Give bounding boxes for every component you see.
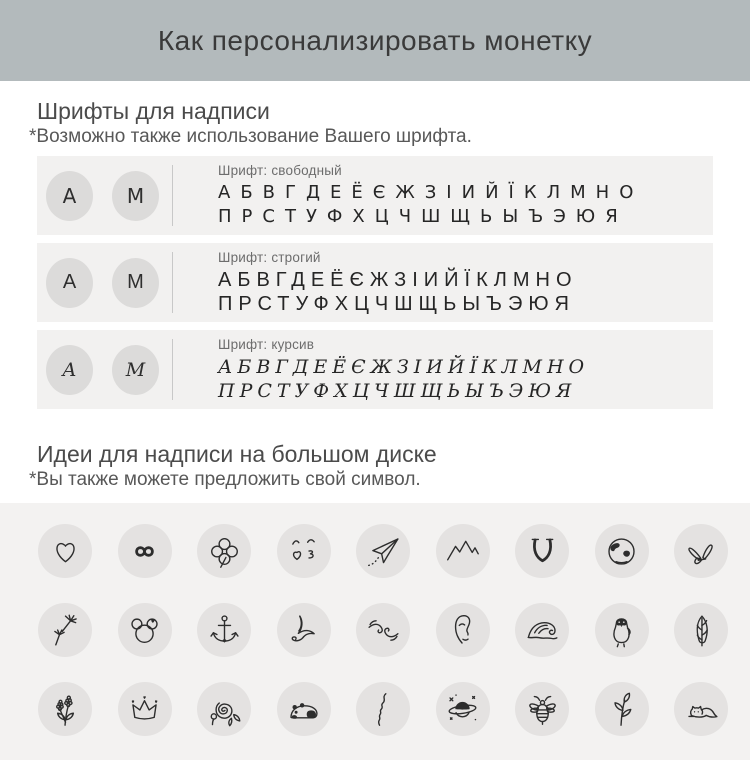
font-label: Шрифт: курсив <box>218 337 315 352</box>
symbol-branch <box>595 682 649 736</box>
letter-badge-m: М <box>112 345 159 395</box>
cat-icon <box>683 691 720 728</box>
heart-icon <box>47 533 84 570</box>
font-sample-block <box>218 337 589 403</box>
kissing-face-icon <box>285 533 322 570</box>
penguin-icon <box>603 612 640 649</box>
symbol-heart <box>38 524 92 578</box>
font-label: Шрифт: свободный <box>218 163 342 178</box>
fonts-note: *Возможно также использование Вашего шрифта. <box>29 126 472 147</box>
saturn-icon <box>444 691 481 728</box>
font-sample-block <box>218 163 643 229</box>
alphabet-line2: ПРСТУФХЦЧШЩЬЫЪЭЮЯ <box>218 380 577 402</box>
symbol-globe <box>595 524 649 578</box>
symbol-saturn <box>436 682 490 736</box>
symbol-dandelion <box>38 603 92 657</box>
font-sample-cursive <box>37 330 713 409</box>
symbol-horseshoe <box>515 524 569 578</box>
dandelion-icon <box>47 612 84 649</box>
mickey-mouse-heart-icon <box>126 612 163 649</box>
bee-icon <box>524 691 561 728</box>
vertical-divider <box>172 165 173 226</box>
lavender-icon <box>47 691 84 728</box>
symbols-grid <box>0 503 750 760</box>
letter-badge-a: А <box>46 345 93 395</box>
symbol-crown <box>118 682 172 736</box>
swallow-icon <box>285 612 322 649</box>
symbol-paper-plane <box>356 524 410 578</box>
fonts-heading: Шрифты для надписи <box>37 98 270 124</box>
page-title: Как персонализировать монетку <box>157 24 593 56</box>
symbol-penguin <box>595 603 649 657</box>
font-sample-block <box>218 250 578 316</box>
horseshoe-icon <box>524 533 561 570</box>
symbol-butterfly <box>674 524 728 578</box>
symbol-kissing-face <box>277 524 331 578</box>
alphabet-line1: АБВГДЕЁЄЖЗІИЙЇКЛМНО <box>218 356 590 378</box>
font-sample-strict <box>37 243 713 322</box>
ideas-heading: Идеи для надписи на большом диске <box>37 441 437 467</box>
four-leaf-clover-icon <box>206 533 243 570</box>
letter-badge-a: А <box>46 171 93 221</box>
infinity-icon <box>126 533 163 570</box>
vertical-divider <box>172 339 173 400</box>
peony-icon <box>206 691 243 728</box>
pinky-promise-icon <box>365 612 402 649</box>
symbol-mountains <box>436 524 490 578</box>
symbol-lavender <box>38 682 92 736</box>
symbol-panda <box>277 682 331 736</box>
ideas-section <box>0 417 750 492</box>
fonts-section <box>0 81 750 409</box>
symbol-wave <box>515 603 569 657</box>
butterfly-icon <box>683 533 720 570</box>
symbol-swallow <box>277 603 331 657</box>
symbol-bee <box>515 682 569 736</box>
panda-icon <box>285 691 322 728</box>
alphabet-line1: АБВГДЕЁЄЖЗІИЙЇКЛМНО <box>218 182 644 203</box>
font-samples <box>0 156 750 409</box>
anchor-icon <box>206 612 243 649</box>
symbol-anchor <box>197 603 251 657</box>
feather-icon <box>683 612 720 649</box>
font-sample-free <box>37 156 713 235</box>
symbol-face-line-art <box>436 603 490 657</box>
crown-icon <box>126 691 163 728</box>
symbol-four-leaf-clover <box>197 524 251 578</box>
symbol-cat <box>674 682 728 736</box>
alphabet-line2: ПРСТУФХЦЧШЩЬЫЪЭЮЯ <box>218 293 575 315</box>
symbol-peony <box>197 682 251 736</box>
letter-badge-a: А <box>46 258 93 308</box>
wave-icon <box>524 612 561 649</box>
symbol-infinity <box>118 524 172 578</box>
profile-line-art-icon <box>365 691 402 728</box>
letter-badge-m: М <box>112 171 159 221</box>
letter-badge-m: М <box>112 258 159 308</box>
branch-icon <box>603 691 640 728</box>
symbol-feather <box>674 603 728 657</box>
mountains-icon <box>444 533 481 570</box>
paper-plane-icon <box>365 533 402 570</box>
ideas-note: *Вы также можете предложить свой символ. <box>29 469 421 490</box>
alphabet-line2: ПРСТУФХЦЧШЩЬЫЪЭЮЯ <box>218 206 628 227</box>
vertical-divider <box>172 252 173 313</box>
globe-icon <box>603 533 640 570</box>
symbol-profile-line-art <box>356 682 410 736</box>
face-line-art-icon <box>444 612 481 649</box>
symbol-pinky-promise <box>356 603 410 657</box>
font-label: Шрифт: строгий <box>218 250 321 265</box>
header-banner <box>0 0 750 81</box>
alphabet-line1: АБВГДЕЁЄЖЗІИЙЇКЛМНО <box>218 269 578 291</box>
symbol-mickey-mouse-heart <box>118 603 172 657</box>
